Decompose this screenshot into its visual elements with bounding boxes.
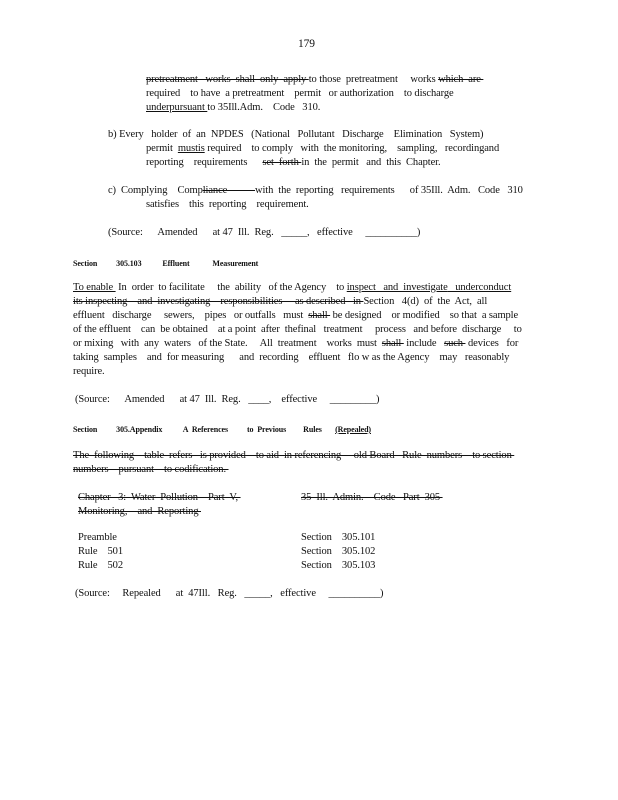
blank: _____	[281, 227, 307, 238]
text: with the reporting requirements of 35Ill. Adm. Code 310	[254, 185, 523, 196]
text: required to comply with the monitoring, sampling, recordingand	[204, 143, 500, 154]
strikethrough-text: liance	[202, 185, 255, 196]
text: In order to facilitate the ability of the Agency to	[115, 282, 347, 293]
text: permit	[146, 143, 178, 154]
table-cell-left: Preamble	[78, 532, 117, 543]
strikethrough-text: its inspecting and investigating responsibilities as described in	[73, 296, 364, 307]
line	[73, 337, 518, 351]
table-cell-right: Section 305.101	[301, 532, 376, 543]
text: )	[380, 588, 384, 599]
list-item-b: b) Every holder of an NPDES (National Pollutant Discharge Elimination System)	[108, 129, 484, 140]
strikethrough-line: numbers pursuant to codification.	[73, 464, 229, 475]
underlined-text: underconduct	[447, 282, 512, 293]
strikethrough-text: which are	[438, 74, 484, 85]
table-cell-right: Section 305.102	[301, 546, 376, 557]
source-note	[108, 226, 420, 240]
text: , effective	[270, 588, 329, 599]
strikethrough-text: such	[444, 338, 466, 349]
text: to those pretreatment works	[308, 74, 439, 85]
strikethrough-underlined-text: underpursuant	[146, 102, 208, 113]
blank: ____	[248, 394, 269, 405]
table-cell-left: Rule 502	[78, 560, 123, 571]
line	[146, 142, 499, 156]
line: require.	[73, 366, 105, 377]
blank: __________	[328, 588, 381, 599]
line	[73, 281, 511, 295]
table-header-right: 35 Ill. Admin. Code Part 305	[301, 492, 443, 503]
text: )	[416, 227, 421, 238]
section-heading: Section 305.103 Effluent Measurement	[73, 259, 259, 268]
text: )	[376, 394, 380, 405]
text: Section 4(d) of the Act, all	[363, 296, 488, 307]
text: devices for	[465, 338, 519, 349]
text: to 35Ill.Adm. Code 310.	[207, 102, 321, 113]
text: effluent discharge sewers, pipes or outfalls must	[73, 310, 309, 321]
strikethrough-text: shall	[308, 310, 331, 321]
strikethrough-text: set forth	[262, 157, 302, 168]
text: in the permit and this Chapter.	[301, 157, 441, 168]
text: , effective	[306, 227, 366, 238]
text: or mixing with any waters of the State. All treatment works must	[73, 338, 382, 349]
underlined-text: mustis	[177, 143, 205, 154]
line: of the effluent can be obtained at a point after thefinal treatment process and before discharge to	[73, 324, 522, 335]
line	[146, 73, 483, 87]
appendix-heading	[73, 423, 371, 437]
line	[73, 309, 518, 323]
line: satisfies this reporting requirement.	[146, 199, 309, 210]
table-header-left: Monitoring, and Reporting	[78, 506, 201, 517]
text: c) Complying Comp	[108, 185, 203, 196]
list-item-c	[108, 184, 523, 198]
text: be designed or modified so that a sample	[330, 310, 519, 321]
text: reporting requirements	[146, 157, 263, 168]
blank: _____	[244, 588, 271, 599]
text: (Source: Amended at 47 Ill. Reg.	[75, 394, 249, 405]
blank: __________	[365, 227, 417, 238]
table-cell-left: Rule 501	[78, 546, 123, 557]
strikethrough-text: pretreatment works shall only apply	[146, 74, 309, 85]
text: , effective	[268, 394, 330, 405]
line	[146, 101, 320, 115]
table-header-left: Chapter 3: Water Pollution Part V,	[78, 492, 241, 503]
underlined-text: To enable	[73, 282, 116, 293]
underlined-text: inspect and investigate	[346, 282, 448, 293]
line	[73, 295, 487, 309]
strikethrough-line: The following table refers is provided to aid in referencing old Board Rule numbers to section	[73, 450, 515, 461]
page-number: 179	[298, 38, 315, 50]
text: Section 305.Appendix A References to Previous Rules	[73, 425, 336, 434]
source-note	[75, 393, 379, 407]
line: taking samples and for measuring and recording effluent flo w as the Agency may reasonably	[73, 352, 510, 363]
line: required to have a pretreatment permit or authorization to discharge	[146, 88, 454, 99]
underlined-text: (Repealed)	[335, 425, 371, 434]
line	[146, 156, 441, 170]
source-note	[75, 587, 383, 601]
table-cell-right: Section 305.103	[301, 560, 376, 571]
text: include	[403, 338, 445, 349]
text: (Source: Repealed at 47Ill. Reg.	[75, 588, 245, 599]
blank: _________	[329, 394, 377, 405]
strikethrough-text: shall	[381, 338, 404, 349]
text: (Source: Amended at 47 Ill. Reg.	[108, 227, 282, 238]
